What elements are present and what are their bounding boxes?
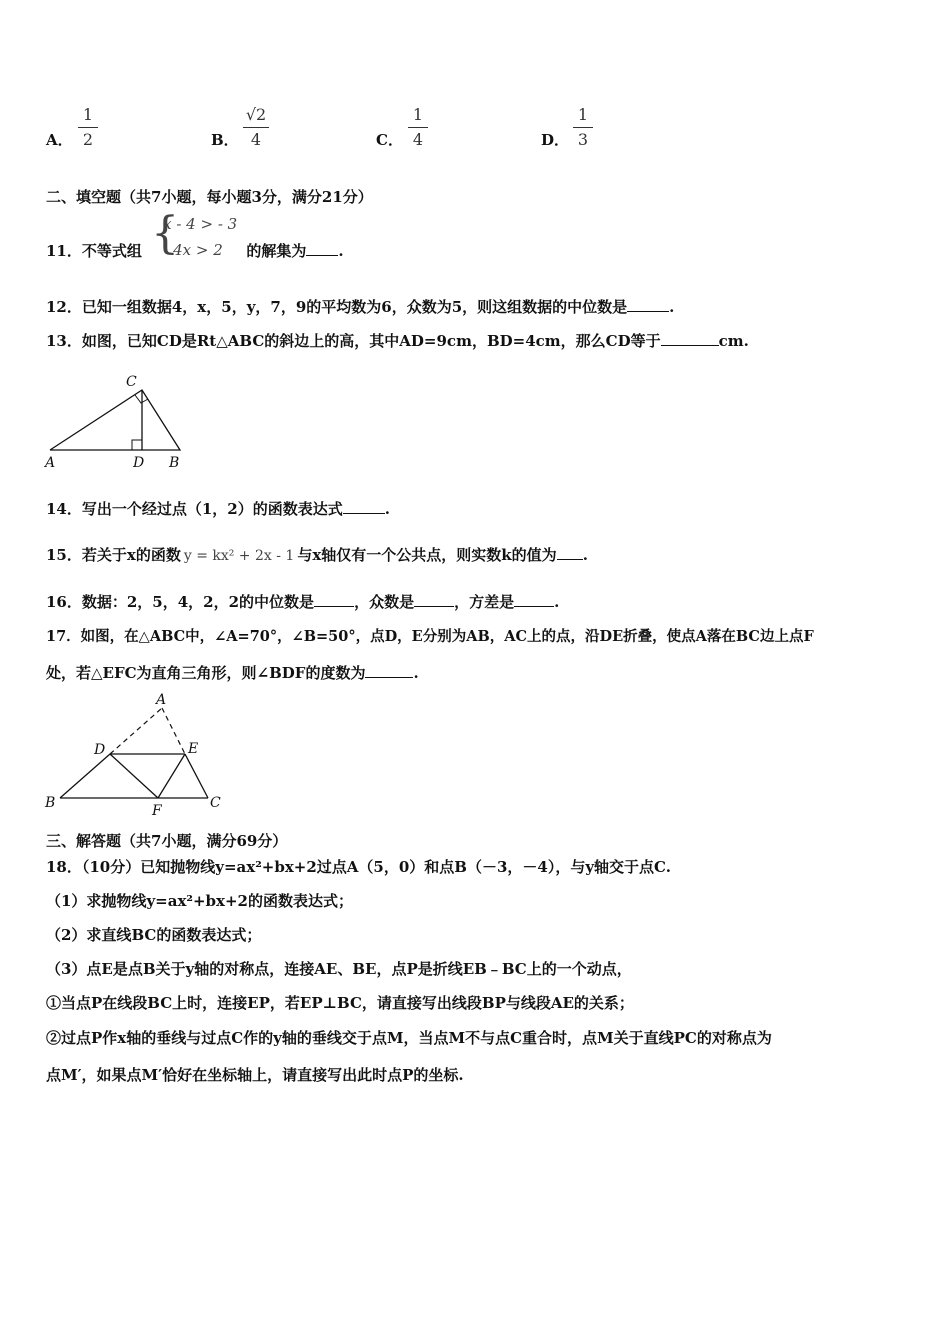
question-17-line-1: 17．如图，在△ABC中，∠A=70°，∠B=50°，点D，E分别为AB，AC上的点，沿DE折叠，使点A落在BC边上点F bbox=[46, 628, 814, 645]
question-18-part-2: （2）求直线BC的函数表达式； bbox=[46, 926, 262, 944]
option-b-fraction: √2 4 bbox=[243, 105, 269, 150]
option-a-fraction: 1 2 bbox=[78, 105, 98, 150]
label-b: B bbox=[45, 795, 56, 811]
question-16: 16．数据：2，5，4，2，2的中位数是 ，众数是 ，方差是 . bbox=[46, 593, 560, 611]
segment-df bbox=[110, 754, 158, 798]
function-expression: y = kx² + 2x - 1 bbox=[183, 548, 295, 564]
triangle-abc bbox=[50, 390, 180, 450]
option-b[interactable] bbox=[211, 105, 281, 155]
inequality-system: { x - 4 > - 3 4x > 2 bbox=[151, 208, 238, 259]
option-d-fraction: 1 3 bbox=[573, 105, 593, 150]
option-d-label: D． bbox=[541, 131, 570, 149]
median-blank[interactable] bbox=[314, 592, 354, 607]
question-13: 13．如图，已知CD是Rt△ABC的斜边上的高，其中AD=9cm，BD=4cm，那么CD等于 cm. bbox=[46, 332, 749, 350]
label-c: C bbox=[126, 374, 137, 390]
variance-blank[interactable] bbox=[514, 592, 554, 607]
figure-fold-triangle bbox=[40, 688, 240, 820]
fold-ae bbox=[162, 708, 185, 754]
section-2-title: 二、填空题（共7小题，每小题3分，满分21分） bbox=[46, 188, 373, 206]
fold-ad bbox=[110, 708, 162, 754]
label-e: E bbox=[188, 741, 199, 757]
label-b: B bbox=[169, 455, 180, 471]
figure-right-triangle bbox=[40, 370, 200, 475]
answer-blank[interactable] bbox=[557, 545, 583, 560]
answer-blank[interactable] bbox=[365, 663, 413, 678]
option-c-fraction: 1 4 bbox=[408, 105, 428, 150]
segment-ef bbox=[158, 754, 185, 798]
question-18-stem: 18．（10分）已知抛物线y=ax²+bx+2过点A（5，0）和点B（－3，－4），与y轴交于点C. bbox=[46, 858, 671, 876]
section-3-title: 三、解答题（共7小题，满分69分） bbox=[46, 832, 288, 850]
option-b-label: B． bbox=[211, 131, 239, 149]
label-a: A bbox=[45, 455, 56, 471]
label-a: A bbox=[156, 692, 167, 708]
answer-blank[interactable] bbox=[343, 499, 385, 514]
side-ec bbox=[185, 754, 208, 798]
question-18-part-1: （1）求抛物线y=ax²+bx+2的函数表达式； bbox=[46, 892, 353, 910]
question-15: 15．若关于x的函数 y = kx² + 2x - 1 与x轴仅有一个公共点，则实数k的值为 . bbox=[46, 546, 588, 564]
question-18-part-3-2: ②过点P作x轴的垂线与过点C作的y轴的垂线交于点M，当点M不与点C重合时，点M关于直线PC的对称点为 bbox=[46, 1029, 772, 1047]
question-18-part-3: （3）点E是点B关于y轴的对称点，连接AE、BE，点P是折线EB﹣BC上的一个动点， bbox=[46, 960, 632, 978]
right-angle-d bbox=[132, 440, 142, 450]
label-c: C bbox=[210, 795, 221, 811]
inequality-1: x - 4 > - 3 bbox=[163, 215, 238, 233]
question-14: 14．写出一个经过点（1，2）的函数表达式 . bbox=[46, 500, 390, 518]
inequality-2: 4x > 2 bbox=[173, 241, 223, 259]
answer-blank[interactable] bbox=[306, 241, 338, 256]
label-d: D bbox=[133, 455, 145, 471]
question-12: 12．已知一组数据4，x，5，y，7，9的平均数为6，众数为5，则这组数据的中位数是 . bbox=[46, 298, 675, 316]
side-bd bbox=[60, 754, 110, 798]
option-a-label: A． bbox=[46, 131, 73, 149]
answer-blank[interactable] bbox=[627, 297, 669, 312]
question-18-part-3-1: ①当点P在线段BC上时，连接EP，若EP⊥BC，请直接写出线段BP与线段AE的关系； bbox=[46, 994, 634, 1012]
question-11: 11．不等式组 { x - 4 > - 3 4x > 2 的解集为 . bbox=[46, 208, 344, 260]
mode-blank[interactable] bbox=[414, 592, 454, 607]
label-d: D bbox=[94, 742, 106, 758]
question-17-line-2: 处，若△EFC为直角三角形，则∠BDF的度数为 . bbox=[46, 664, 419, 682]
label-f: F bbox=[152, 803, 162, 819]
option-c-label: C． bbox=[376, 131, 403, 149]
answer-blank[interactable] bbox=[661, 331, 719, 346]
question-18-part-3-2-cont: 点M′，如果点M′恰好在坐标轴上，请直接写出此时点P的坐标. bbox=[46, 1066, 464, 1084]
